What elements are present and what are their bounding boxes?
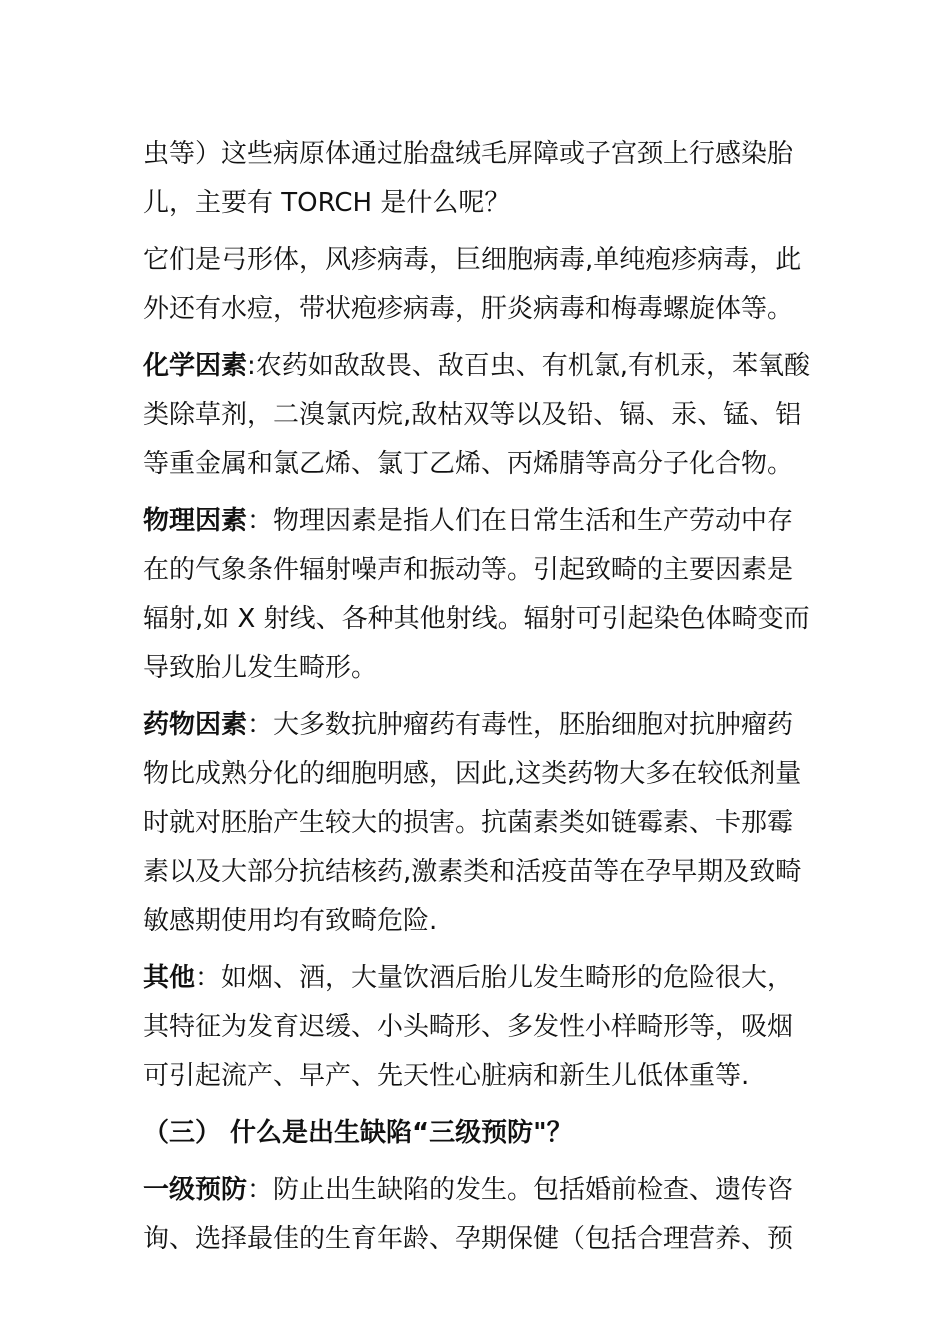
text-line: 虫等）这些病原体通过胎盘绒毛屏障或子宫颈上行感染胎 <box>143 139 794 169</box>
section-label: 其他 <box>143 963 196 993</box>
paragraph-torch-intro <box>143 130 823 228</box>
paragraph-drug-factors <box>143 701 823 946</box>
text-run: :农药如敌敌畏、敌百虫、有机氯,有机汞，苯氧酸 <box>247 351 811 381</box>
text-run: ：防止出生缺陷的发生。包括婚前检查、遗传咨 <box>247 1175 794 1205</box>
text-line <box>143 701 823 750</box>
paragraph-primary-prevention <box>143 1166 823 1264</box>
text-line: 询、选择最佳的生育年龄、孕期保健（包括合理营养、预 <box>143 1224 794 1254</box>
text-line: 等重金属和氯乙烯、氯丁乙烯、丙烯腈等高分子化合物。 <box>143 449 794 479</box>
section-label: 药物因素 <box>143 710 248 740</box>
text-line: 素以及大部分抗结核药,激素类和活疫苗等在孕早期及致畸 <box>143 857 802 887</box>
text-line: 辐射,如 X 射线、各种其他射线。辐射可引起染色体畸变而 <box>143 604 810 634</box>
text-line <box>143 497 823 546</box>
text-line: 它们是弓形体，风疹病毒，巨细胞病毒,单纯疱疹病毒，此 <box>143 245 802 275</box>
text-line: 时就对胚胎产生较大的损害。抗菌素类如链霉素、卡那霉 <box>143 808 794 838</box>
text-line <box>143 954 823 1003</box>
text-line <box>143 342 823 391</box>
text-line: 外还有水痘，带状疱疹病毒，肝炎病毒和梅毒螺旋体等。 <box>143 294 794 324</box>
text-line: 在的气象条件辐射噪声和振动等。引起致畸的主要因素是 <box>143 555 794 585</box>
text-line: 导致胎儿发生畸形。 <box>143 653 378 683</box>
section-label: 物理因素 <box>143 506 248 536</box>
text-line: 类除草剂，二溴氯丙烷,敌枯双等以及铅、镉、汞、锰、铝 <box>143 400 802 430</box>
paragraph-other-factors <box>143 954 823 1101</box>
text-line: 其特征为发育迟缓、小头畸形、多发性小样畸形等，吸烟 <box>143 1012 794 1042</box>
text-line: 物比成熟分化的细胞明感，因此,这类药物大多在较低剂量 <box>143 759 802 789</box>
text-run: ：如烟、酒，大量饮酒后胎儿发生畸形的危险很大， <box>195 963 794 993</box>
text-line <box>143 1166 823 1215</box>
paragraph-torch-list <box>143 236 823 334</box>
text-line: 敏感期使用均有致畸危险. <box>143 906 438 936</box>
section-heading: （三） 什么是出生缺陷“三级预防"？ <box>143 1118 573 1148</box>
section-label: 化学因素 <box>143 351 248 381</box>
document-page <box>143 130 823 1272</box>
section-label: 一级预防 <box>143 1175 248 1205</box>
text-run: ：物理因素是指人们在日常生活和生产劳动中存 <box>247 506 794 536</box>
paragraph-physical-factors <box>143 497 823 693</box>
text-line: 可引起流产、早产、先天性心脏病和新生儿低体重等. <box>143 1061 750 1091</box>
text-line: 儿，主要有 TORCH 是什么呢？ <box>143 188 511 218</box>
text-run: ：大多数抗肿瘤药有毒性，胚胎细胞对抗肿瘤药 <box>247 710 794 740</box>
paragraph-chemical-factors <box>143 342 823 489</box>
